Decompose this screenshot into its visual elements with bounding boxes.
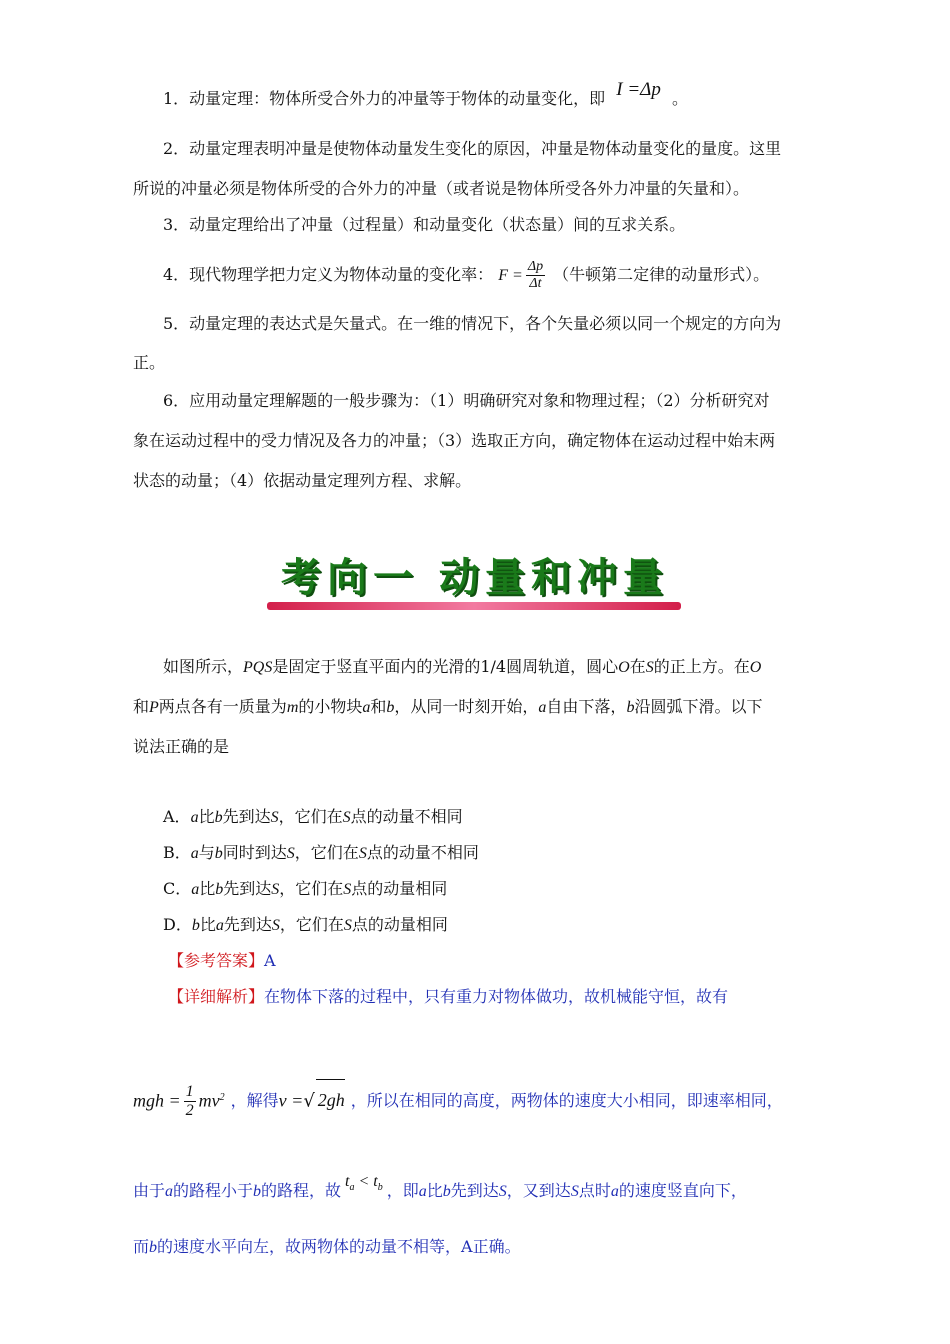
point-5-line-2: 正。 [133,353,166,372]
point-6-line-3: 状态的动量；（4）依据动量定理列方程、求解。 [133,471,472,490]
analysis-line-3: 由于a的路程小于b的路程，故 $t_a < t_b$ ，即a比b先到达S，又到达S点时a的速度竖直向下， [133,1173,747,1200]
point-2-line-2: 所说的冲量必须是物体所受的合外力的冲量（或者说是物体所受各外力冲量的矢量和）。 [133,179,750,198]
banner-title: 考向一 动量和冲量 [281,555,669,601]
option-b[interactable]: B．a与b同时到达S，它们在S点的动量不相同 [163,843,479,862]
time-comparison: $t_a < t_b$ [345,1173,383,1194]
formula-impulse: I =Δp [616,79,661,100]
point-6-line-1: 6．应用动量定理解题的一般步骤为：（1）明确研究对象和物理过程；（2）分析研究对 [163,391,770,410]
analysis-line-2: mgh = $\frac{1}{2}$ $mv^2$ ，解得v =√ 2gh ，所以在相同的高度，两物体的速度大小相同，即速率相同， [133,1078,783,1121]
half-fraction: $\frac{1}{2}$ [185,1083,194,1120]
option-d[interactable]: D．b比a先到达S，它们在S点的动量相同 [163,915,448,934]
point-4: 4．现代物理学把力定义为物体动量的变化率： F = $\frac{\Delta p}{\Delta t}$ （牛顿第二定律的动量形式）。 [163,259,770,291]
question-line-1: 如图所示，PQS是固定于竖直平面内的光滑的1/4圆周轨道，圆心O在S的正上方。在O [163,657,762,676]
point-6-line-2: 象在运动过程中的受力情况及各力的冲量；（3）选取正方向，确定物体在运动过程中始末两 [133,431,776,450]
point-3: 3．动量定理给出了冲量（过程量）和动量变化（状态量）间的互求关系。 [163,215,686,234]
analysis-line-1: 【详细解析】在物体下落的过程中，只有重力对物体做功，故机械能守恒，故有 [168,987,729,1006]
reference-answer [168,950,276,972]
option-c[interactable]: C．a比b先到达S，它们在S点的动量相同 [163,879,448,898]
analysis-line-4: 而b的速度水平向左，故两物体的动量不相等，A正确。 [133,1237,521,1256]
point-1: 1．动量定理：物体所受合外力的冲量等于物体的动量变化，即 I =Δp 。 [163,79,688,108]
answer-tag: 【参考答案】 [168,951,265,970]
question-line-2: 和P两点各有一质量为m的小物块a和b，从同一时刻开始，a自由下落，b沿圆弧下滑。以下 [133,697,763,716]
answer-value: A [264,951,276,970]
point-2-line-1: 2．动量定理表明冲量是使物体动量发生变化的原因，冲量是物体动量变化的量度。这里 [163,139,782,158]
sqrt-sign: √ [303,1090,315,1112]
analysis-tag: 【详细解析】 [168,987,265,1006]
point-5-line-1: 5．动量定理的表达式是矢量式。在一维的情况下，各个矢量必须以同一个规定的方向为 [163,314,782,333]
section-banner [265,552,685,616]
option-a[interactable]: A．a比b先到达S，它们在S点的动量不相同 [163,807,463,826]
question-line-3: 说法正确的是 [133,737,230,756]
force-fraction: $\frac{\Delta p}{\Delta t}$ [527,259,544,291]
